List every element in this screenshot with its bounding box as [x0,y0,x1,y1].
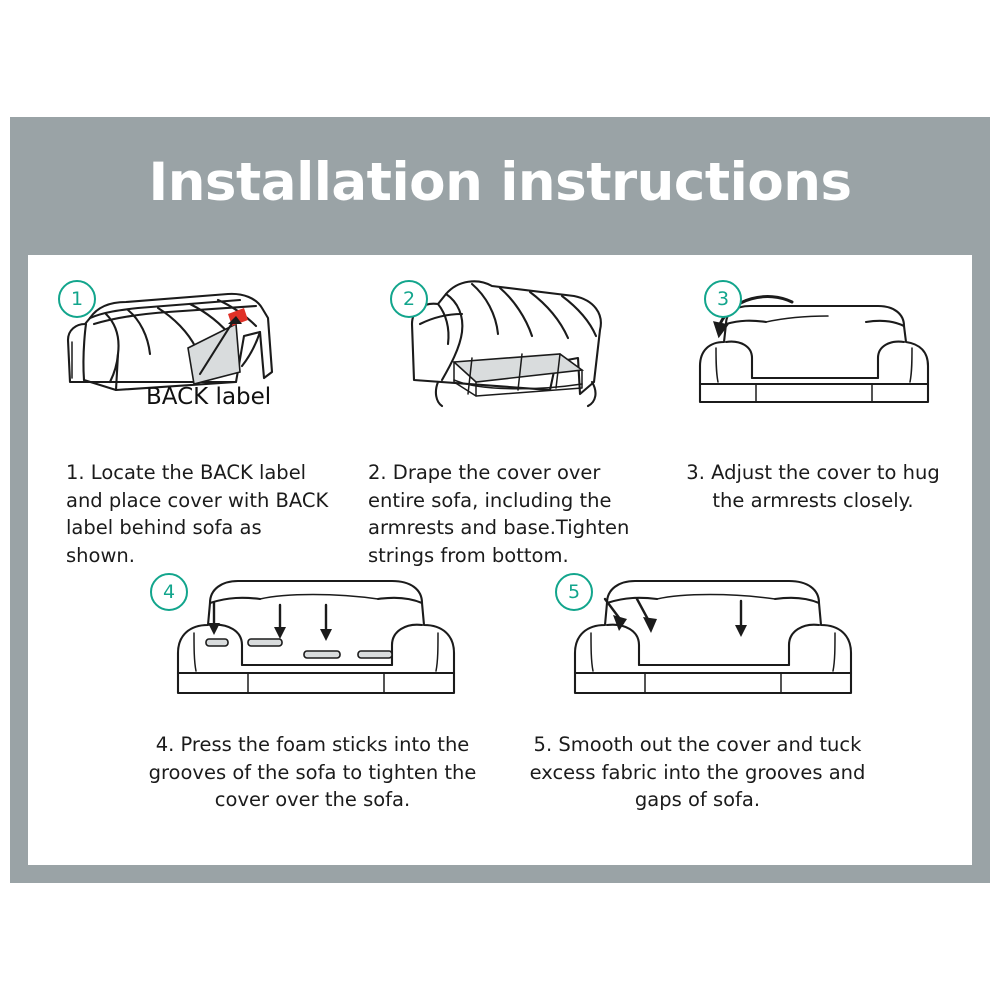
step-2-badge: 2 [390,280,428,318]
page-title: Installation instructions [148,151,852,213]
step-5-caption: 5. Smooth out the cover and tuck excess fabric into the grooves and gaps of sofa. [529,733,866,812]
step-4-badge: 4 [150,573,188,611]
steps-row-top [28,262,972,570]
poster-header [10,117,990,247]
step-3-caption: 3. Adjust the cover to hug the armrests closely. [686,461,940,512]
step-1-caption: 1. Locate the BACK label and place cover with BACK label behind sofa as shown. [66,461,329,568]
step-2 [342,262,656,570]
back-label-annotation: BACK label [146,384,272,410]
step-3-illustration [656,262,970,427]
step-5-badge: 5 [555,573,593,611]
step-3-badge: 3 [704,280,742,318]
step-5 [505,565,890,814]
step-1 [28,262,342,570]
step-1-badge: 1 [58,280,96,318]
step-4-caption: 4. Press the foam sticks into the grooves of the sofa to tighten the cover over the sofa. [148,733,477,812]
step-2-illustration [342,262,656,427]
step-3 [656,262,970,570]
steps-row-bottom [120,565,890,814]
step-2-caption: 2. Drape the cover over entire sofa, including the armrests and base.Tighten strings from bottom. [368,461,630,568]
step-4 [120,565,505,814]
